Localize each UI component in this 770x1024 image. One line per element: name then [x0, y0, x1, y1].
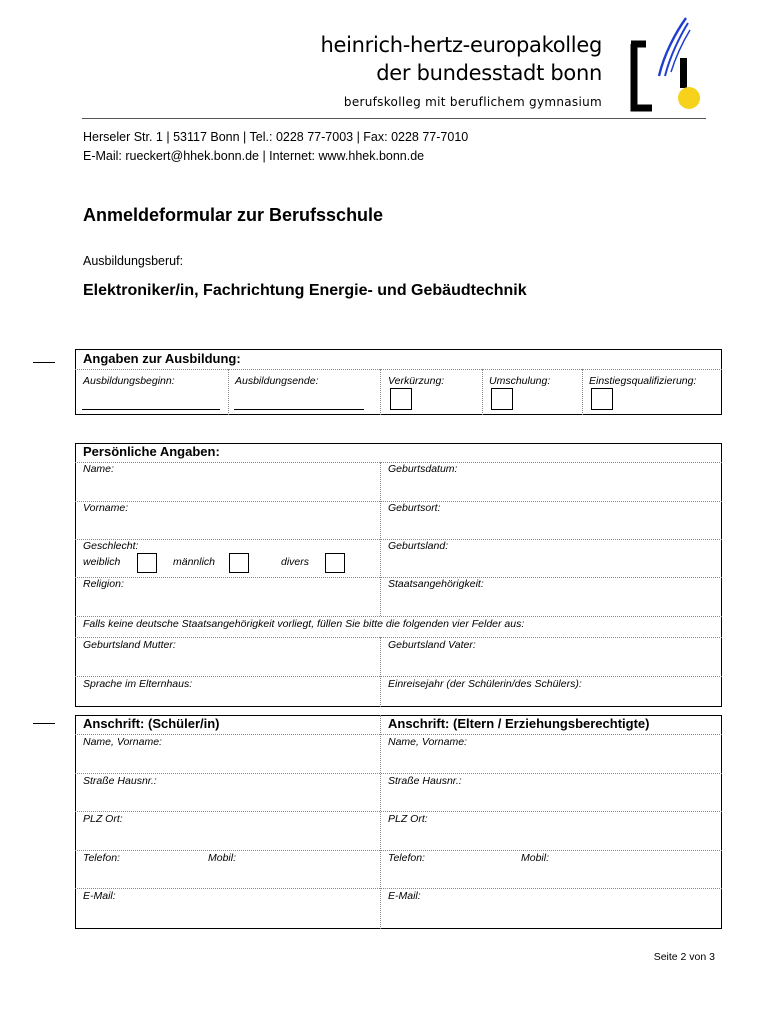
schueler-plz-label: PLZ Ort:	[83, 813, 123, 825]
geburtsdatum-label: Geburtsdatum:	[388, 463, 458, 475]
divider	[75, 676, 722, 677]
page-number: Seite 2 von 3	[653, 951, 715, 963]
school-name-line2: der bundesstadt bonn	[376, 61, 602, 85]
divider	[75, 773, 722, 774]
einstieg-checkbox[interactable]	[591, 388, 613, 410]
ausbildungsbeginn-label: Ausbildungsbeginn:	[83, 375, 175, 387]
divider	[75, 734, 722, 735]
ausbildungsbeginn-field[interactable]	[82, 409, 220, 410]
geburtsland-label: Geburtsland:	[388, 540, 449, 552]
divider	[380, 637, 381, 707]
staatsangehoerigkeit-label: Staatsangehörigkeit:	[388, 578, 484, 590]
persoenlich-heading: Persönliche Angaben:	[83, 444, 220, 459]
einreisejahr-label: Einreisejahr (der Schülerin/des Schülers):	[388, 678, 582, 690]
divider	[75, 811, 722, 812]
school-logo	[622, 14, 708, 114]
divider	[75, 850, 722, 851]
verkuerzung-checkbox[interactable]	[390, 388, 412, 410]
persoenlich-section	[75, 443, 722, 707]
divider	[75, 616, 722, 617]
form-title: Anmeldeformular zur Berufsschule	[83, 205, 384, 225]
sprache-label: Sprache im Elternhaus:	[83, 678, 193, 690]
ausbildungsende-field[interactable]	[234, 409, 364, 410]
umschulung-checkbox[interactable]	[491, 388, 513, 410]
divider	[380, 369, 381, 415]
eltern-telefon-label: Telefon:	[388, 852, 425, 864]
geschlecht-label: Geschlecht:	[83, 540, 139, 552]
geburtsland-vater-label: Geburtsland Vater:	[388, 639, 476, 651]
verkuerzung-label: Verkürzung:	[388, 375, 445, 387]
eltern-name-label: Name, Vorname:	[388, 736, 467, 748]
contact-line: E-Mail: rueckert@hhek.bonn.de | Internet: www.hhek.bonn.de	[83, 149, 425, 163]
address-line: Herseler Str. 1 | 53117 Bonn | Tel.: 0228 77-7003 | Fax: 0228 77-7010	[83, 130, 469, 144]
header-divider	[82, 118, 706, 119]
ausbildungsberuf-value: Elektroniker/in, Fachrichtung Energie- und Gebäudtechnik	[83, 282, 527, 299]
anschrift-eltern-heading: Anschrift: (Eltern / Erziehungsberechtigte)	[388, 716, 650, 731]
geburtsland-mutter-label: Geburtsland Mutter:	[83, 639, 176, 651]
fold-mark	[33, 362, 55, 363]
divider	[380, 715, 381, 929]
divers-label: divers	[281, 556, 310, 568]
fold-mark	[33, 723, 55, 724]
school-subtitle: berufskolleg mit beruflichem gymnasium	[343, 95, 602, 109]
eltern-mobil-label: Mobil:	[521, 852, 550, 864]
divider	[75, 369, 722, 370]
eltern-email-label: E-Mail:	[388, 890, 421, 902]
eltern-plz-label: PLZ Ort:	[388, 813, 428, 825]
vorname-label: Vorname:	[83, 502, 129, 514]
schueler-email-label: E-Mail:	[83, 890, 116, 902]
school-name-line1: heinrich-hertz-europakolleg	[320, 33, 602, 57]
einstieg-label: Einstiegsqualifizierung:	[589, 375, 697, 387]
eltern-strasse-label: Straße Hausnr.:	[388, 775, 462, 787]
schueler-strasse-label: Straße Hausnr.:	[83, 775, 157, 787]
divider	[482, 369, 483, 415]
schueler-telefon-label: Telefon:	[83, 852, 120, 864]
maennlich-checkbox[interactable]	[229, 553, 249, 573]
maennlich-label: männlich	[173, 556, 216, 568]
schueler-name-label: Name, Vorname:	[83, 736, 162, 748]
umschulung-label: Umschulung:	[489, 375, 551, 387]
divider	[582, 369, 583, 415]
weiblich-label: weiblich	[83, 556, 121, 568]
religion-label: Religion:	[83, 578, 124, 590]
divider	[380, 462, 381, 616]
weiblich-checkbox[interactable]	[137, 553, 157, 573]
ausbildungsende-label: Ausbildungsende:	[235, 375, 319, 387]
geburtsort-label: Geburtsort:	[388, 502, 441, 514]
divider	[228, 369, 229, 415]
anschrift-schueler-heading: Anschrift: (Schüler/in)	[83, 716, 220, 731]
hinweis-text: Falls keine deutsche Staatsangehörigkeit vorliegt, füllen Sie bitte die folgenden vier Felder aus:	[83, 618, 525, 630]
divers-checkbox[interactable]	[325, 553, 345, 573]
divider	[75, 637, 722, 638]
ausbildungsberuf-label: Ausbildungsberuf:	[83, 254, 184, 268]
ausbildung-heading: Angaben zur Ausbildung:	[83, 351, 241, 366]
name-label: Name:	[83, 463, 114, 475]
divider	[75, 888, 722, 889]
schueler-mobil-label: Mobil:	[208, 852, 237, 864]
